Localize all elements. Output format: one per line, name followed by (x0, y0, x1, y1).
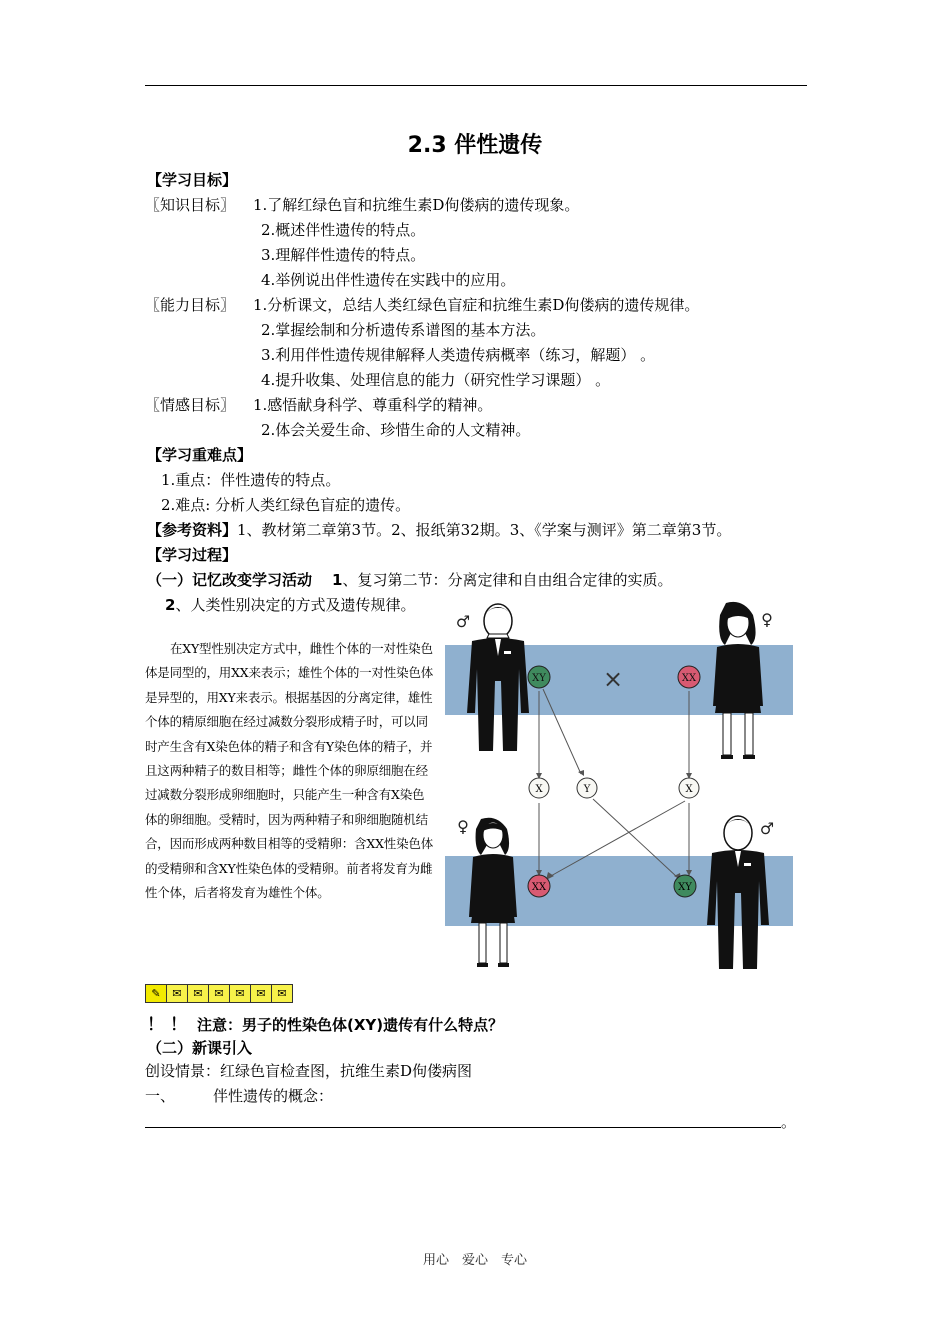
female-symbol: ♀ (457, 817, 469, 836)
scroll-icon: ✉ (188, 985, 209, 1002)
note-marks: ！！ (147, 1015, 193, 1035)
sex-determination-paragraph: 在XY型性别决定方式中，雌性个体的一对性染色体是同型的，用XX来表示；雄性个体的一对性染色体是异型的，用XY来表示。根据基因的分离定律，雄性个体的精原细胞在经过减数分裂形成精子时，可以同时产生含有X染色体的精子和含有Y染色体的精子，并且这两种精子的数目相等；雌性个体的卵原细胞在经过减数分裂形成卵细胞时，只能产生一种含有X染色体的卵细胞。受精时，因为两种精子和卵细胞随机结合，因而形成两种数目相等的受精卵：含XX性染色体的受精卵和含XY性染色体的受精卵。前者将发育为雌性个体，后者将发育为雄性个体。 (145, 641, 433, 901)
gamete-x-sperm: X (535, 784, 543, 795)
scroll-icon: ✉ (230, 985, 251, 1002)
reference-label: 【参考资料】 (147, 521, 238, 539)
knowledge-item: 1.了解红绿色盲和抗维生素D佝偻病的遗传现象。 (253, 196, 580, 214)
gamete-y-sperm: Y (583, 784, 591, 795)
emotion-item: 2.体会关爱生命、珍惜生命的人文精神。 (261, 421, 531, 439)
offspring-female-chromosomes: XX (531, 882, 547, 893)
scroll-icon: ✉ (209, 985, 230, 1002)
female-symbol: ♀ (761, 610, 773, 629)
icon-strip (145, 984, 293, 1003)
ability-label: 〖能力目标〗 (145, 296, 236, 314)
emotion-item: 1.感悟献身科学、尊重科学的精神。 (253, 396, 493, 414)
emotion-label: 〖情感目标〗 (145, 396, 236, 414)
note-text: 注意：男子的性染色体(XY)遗传有什么特点？ (197, 1016, 504, 1034)
male-symbol: ♂ (455, 612, 471, 631)
pencil-icon: ✎ (146, 985, 167, 1002)
cross-symbol: × (602, 665, 624, 693)
ability-item: 2.掌握绘制和分析遗传系谱图的基本方法。 (261, 321, 546, 339)
activity-text: 、复习第二节：分离定律和自由组合定律的实质。 (342, 571, 673, 589)
answer-blank[interactable] (145, 1127, 781, 1128)
reference-text: 1、教材第二章第3节。2、报纸第32期。3、《学案与测评》第二章第3节。 (237, 521, 732, 539)
offspring-male-chromosomes: XY (678, 882, 692, 893)
page-title: 2.3 伴性遗传 (407, 133, 543, 158)
scroll-icon: ✉ (272, 985, 292, 1002)
concept-number: 一、 (145, 1087, 176, 1105)
ability-item: 4.提升收集、处理信息的能力（研究性学习课题） 。 (261, 371, 611, 389)
key-heading: 【学习重难点】 (147, 446, 253, 464)
ability-item: 3.利用伴性遗传规律解释人类遗传病概率（练习，解题） 。 (261, 346, 656, 364)
gamete-x-egg: X (685, 784, 693, 795)
intro-heading: （二）新课引入 (147, 1039, 253, 1057)
activity-label: （一）记忆改变学习活动 (147, 571, 313, 589)
scenario-text: 创设情景：红绿色盲检查图，抗维生素D佝偻病图 (145, 1062, 473, 1080)
knowledge-item: 3.理解伴性遗传的特点。 (261, 246, 426, 264)
parent-male-chromosomes: XY (532, 673, 546, 684)
key-item: 1.重点：伴性遗传的特点。 (161, 471, 341, 489)
knowledge-label: 〖知识目标〗 (145, 196, 236, 214)
scroll-icon: ✉ (167, 985, 188, 1002)
objectives-heading: 【学习目标】 (147, 171, 238, 189)
sex-determination-diagram (445, 601, 793, 973)
item2-number: 2 (165, 596, 176, 614)
activity-number: 1 (332, 571, 343, 589)
knowledge-item: 4.举例说出伴性遗传在实践中的应用。 (261, 271, 516, 289)
parent-female-chromosomes: XX (681, 673, 697, 684)
male-symbol: ♂ (759, 819, 775, 838)
process-heading: 【学习过程】 (147, 546, 238, 564)
scroll-icon: ✉ (251, 985, 272, 1002)
concept-label: 伴性遗传的概念： (213, 1087, 334, 1105)
item2-text: 、人类性别决定的方式及遗传规律。 (175, 596, 416, 614)
knowledge-item: 2.概述伴性遗传的特点。 (261, 221, 426, 239)
page-footer: 用心 爱心 专心 (422, 1253, 527, 1268)
key-item: 2.难点: 分析人类红绿色盲症的遗传。 (161, 496, 411, 514)
ability-item: 1.分析课文，总结人类红绿色盲症和抗维生素D佝偻病的遗传规律。 (253, 296, 700, 314)
blank-end-mark: 。 (781, 1113, 797, 1131)
header-rule (145, 85, 807, 86)
